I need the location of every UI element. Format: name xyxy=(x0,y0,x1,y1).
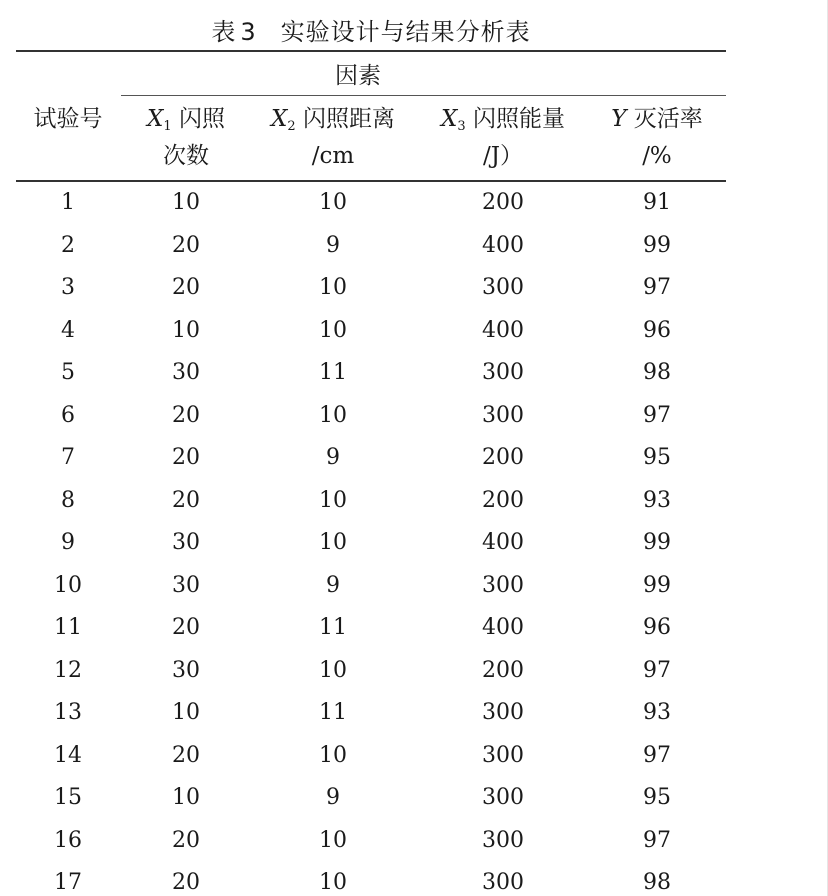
table-cell: 400 xyxy=(482,317,524,343)
column-line1: 闪照距离 xyxy=(302,106,395,132)
table-cell: 10 xyxy=(319,275,347,300)
table-cell: 300 xyxy=(482,742,524,768)
column-header-x3-line2: /J） xyxy=(483,143,523,169)
table-cell: 97 xyxy=(643,827,671,853)
header-rule xyxy=(16,180,726,182)
column-line1: 闪照能量 xyxy=(472,106,565,132)
column-sub: 3 xyxy=(457,119,466,134)
trial-number-cell: 14 xyxy=(54,742,82,768)
table-cell: 10 xyxy=(172,785,200,810)
table-cell: 97 xyxy=(643,657,671,683)
table-cell: 200 xyxy=(482,657,524,683)
table-cell: 10 xyxy=(319,402,347,428)
trial-number-cell: 17 xyxy=(54,870,82,895)
table-cell: 200 xyxy=(482,487,524,513)
caption-title: 实验设计与结果分析表 xyxy=(280,18,531,46)
table-cell: 10 xyxy=(172,700,200,725)
table-cell: 11 xyxy=(319,700,347,725)
column-var: Y xyxy=(611,106,627,132)
table-cell: 96 xyxy=(643,317,671,343)
table-cell: 9 xyxy=(326,785,340,810)
column-var: X xyxy=(147,106,164,132)
table-cell: 9 xyxy=(326,445,340,470)
trial-number-cell: 12 xyxy=(54,657,82,683)
column-header-x2-line2: /cm xyxy=(311,143,355,169)
column-var: X xyxy=(271,106,288,132)
table-cell: 300 xyxy=(482,275,524,300)
table-cell: 300 xyxy=(482,870,524,895)
column-header-y-line2: /% xyxy=(642,143,672,169)
table-cell: 95 xyxy=(643,445,671,470)
table-cell: 10 xyxy=(319,530,347,555)
table-cell: 30 xyxy=(172,530,200,555)
table-cell: 10 xyxy=(319,827,347,853)
table-cell: 20 xyxy=(172,827,200,853)
table-cell: 98 xyxy=(643,360,671,385)
trial-number-cell: 3 xyxy=(61,275,75,300)
table-cell: 300 xyxy=(482,360,524,385)
table-caption xyxy=(0,12,742,47)
table-cell: 97 xyxy=(643,402,671,428)
group-header: 因素 xyxy=(335,63,381,89)
table-cell: 30 xyxy=(172,572,200,598)
table-cell: 10 xyxy=(319,190,347,215)
trial-number-cell: 15 xyxy=(54,785,82,810)
caption-number: 3 xyxy=(240,18,257,46)
table-cell: 10 xyxy=(319,870,347,895)
table-cell: 20 xyxy=(172,445,200,470)
table-cell: 10 xyxy=(319,657,347,683)
row-header: 试验号 xyxy=(33,106,103,132)
table-cell: 30 xyxy=(172,360,200,385)
column-sub: 1 xyxy=(163,119,172,134)
table-cell: 200 xyxy=(482,445,524,470)
column-var: X xyxy=(441,106,458,132)
trial-number-cell: 11 xyxy=(54,615,82,640)
trial-number-cell: 5 xyxy=(61,360,75,385)
trial-number-cell: 16 xyxy=(54,827,82,853)
table-cell: 20 xyxy=(172,487,200,513)
table-cell: 91 xyxy=(643,190,671,215)
trial-number-cell: 7 xyxy=(61,445,75,470)
table-cell: 99 xyxy=(643,232,671,258)
trial-number-cell: 9 xyxy=(61,530,75,555)
table-cell: 10 xyxy=(172,190,200,215)
caption-label: 表 xyxy=(211,18,237,46)
trial-number-cell: 1 xyxy=(61,190,75,215)
group-underline xyxy=(121,95,726,96)
top-rule xyxy=(16,50,726,52)
trial-number-cell: 10 xyxy=(54,572,82,598)
table-cell: 99 xyxy=(643,572,671,598)
table-cell: 9 xyxy=(326,232,340,258)
table-cell: 300 xyxy=(482,827,524,853)
table-cell: 98 xyxy=(643,870,671,895)
table-cell: 96 xyxy=(643,615,671,640)
table-cell: 93 xyxy=(643,487,671,513)
table-cell: 20 xyxy=(172,870,200,895)
table-cell: 400 xyxy=(482,615,524,640)
table-cell: 20 xyxy=(172,232,200,258)
table-cell: 93 xyxy=(643,700,671,725)
column-line1: 灭活率 xyxy=(633,106,703,132)
trial-number-cell: 8 xyxy=(61,487,75,513)
table-cell: 300 xyxy=(482,572,524,598)
table-cell: 400 xyxy=(482,232,524,258)
column-header-x1-line2: 次数 xyxy=(163,143,209,169)
table-cell: 99 xyxy=(643,530,671,555)
table-cell: 20 xyxy=(172,742,200,768)
column-line1: 闪照 xyxy=(178,106,225,132)
table-cell: 300 xyxy=(482,785,524,810)
column-header-y xyxy=(598,106,716,132)
trial-number-cell: 6 xyxy=(61,402,75,428)
column-header-x1 xyxy=(128,106,244,140)
table-cell: 95 xyxy=(643,785,671,810)
table-cell: 97 xyxy=(643,742,671,768)
column-header-x2 xyxy=(258,106,408,140)
table-cell: 9 xyxy=(326,572,340,598)
table-cell: 20 xyxy=(172,402,200,428)
table-cell: 300 xyxy=(482,402,524,428)
table-cell: 97 xyxy=(643,275,671,300)
column-header-x3 xyxy=(428,106,578,140)
table-cell: 11 xyxy=(319,360,347,385)
table-cell: 10 xyxy=(319,317,347,343)
table-cell: 10 xyxy=(172,317,200,343)
table-cell: 20 xyxy=(172,615,200,640)
table-cell: 30 xyxy=(172,657,200,683)
table-cell: 10 xyxy=(319,487,347,513)
table-cell: 200 xyxy=(482,190,524,215)
trial-number-cell: 13 xyxy=(54,700,82,725)
trial-number-cell: 2 xyxy=(61,232,75,258)
table-cell: 300 xyxy=(482,700,524,725)
trial-number-cell: 4 xyxy=(61,317,75,343)
table-cell: 400 xyxy=(482,530,524,555)
table-cell: 11 xyxy=(319,615,347,640)
table-cell: 10 xyxy=(319,742,347,768)
column-sub: 2 xyxy=(287,119,296,134)
table-cell: 20 xyxy=(172,275,200,300)
